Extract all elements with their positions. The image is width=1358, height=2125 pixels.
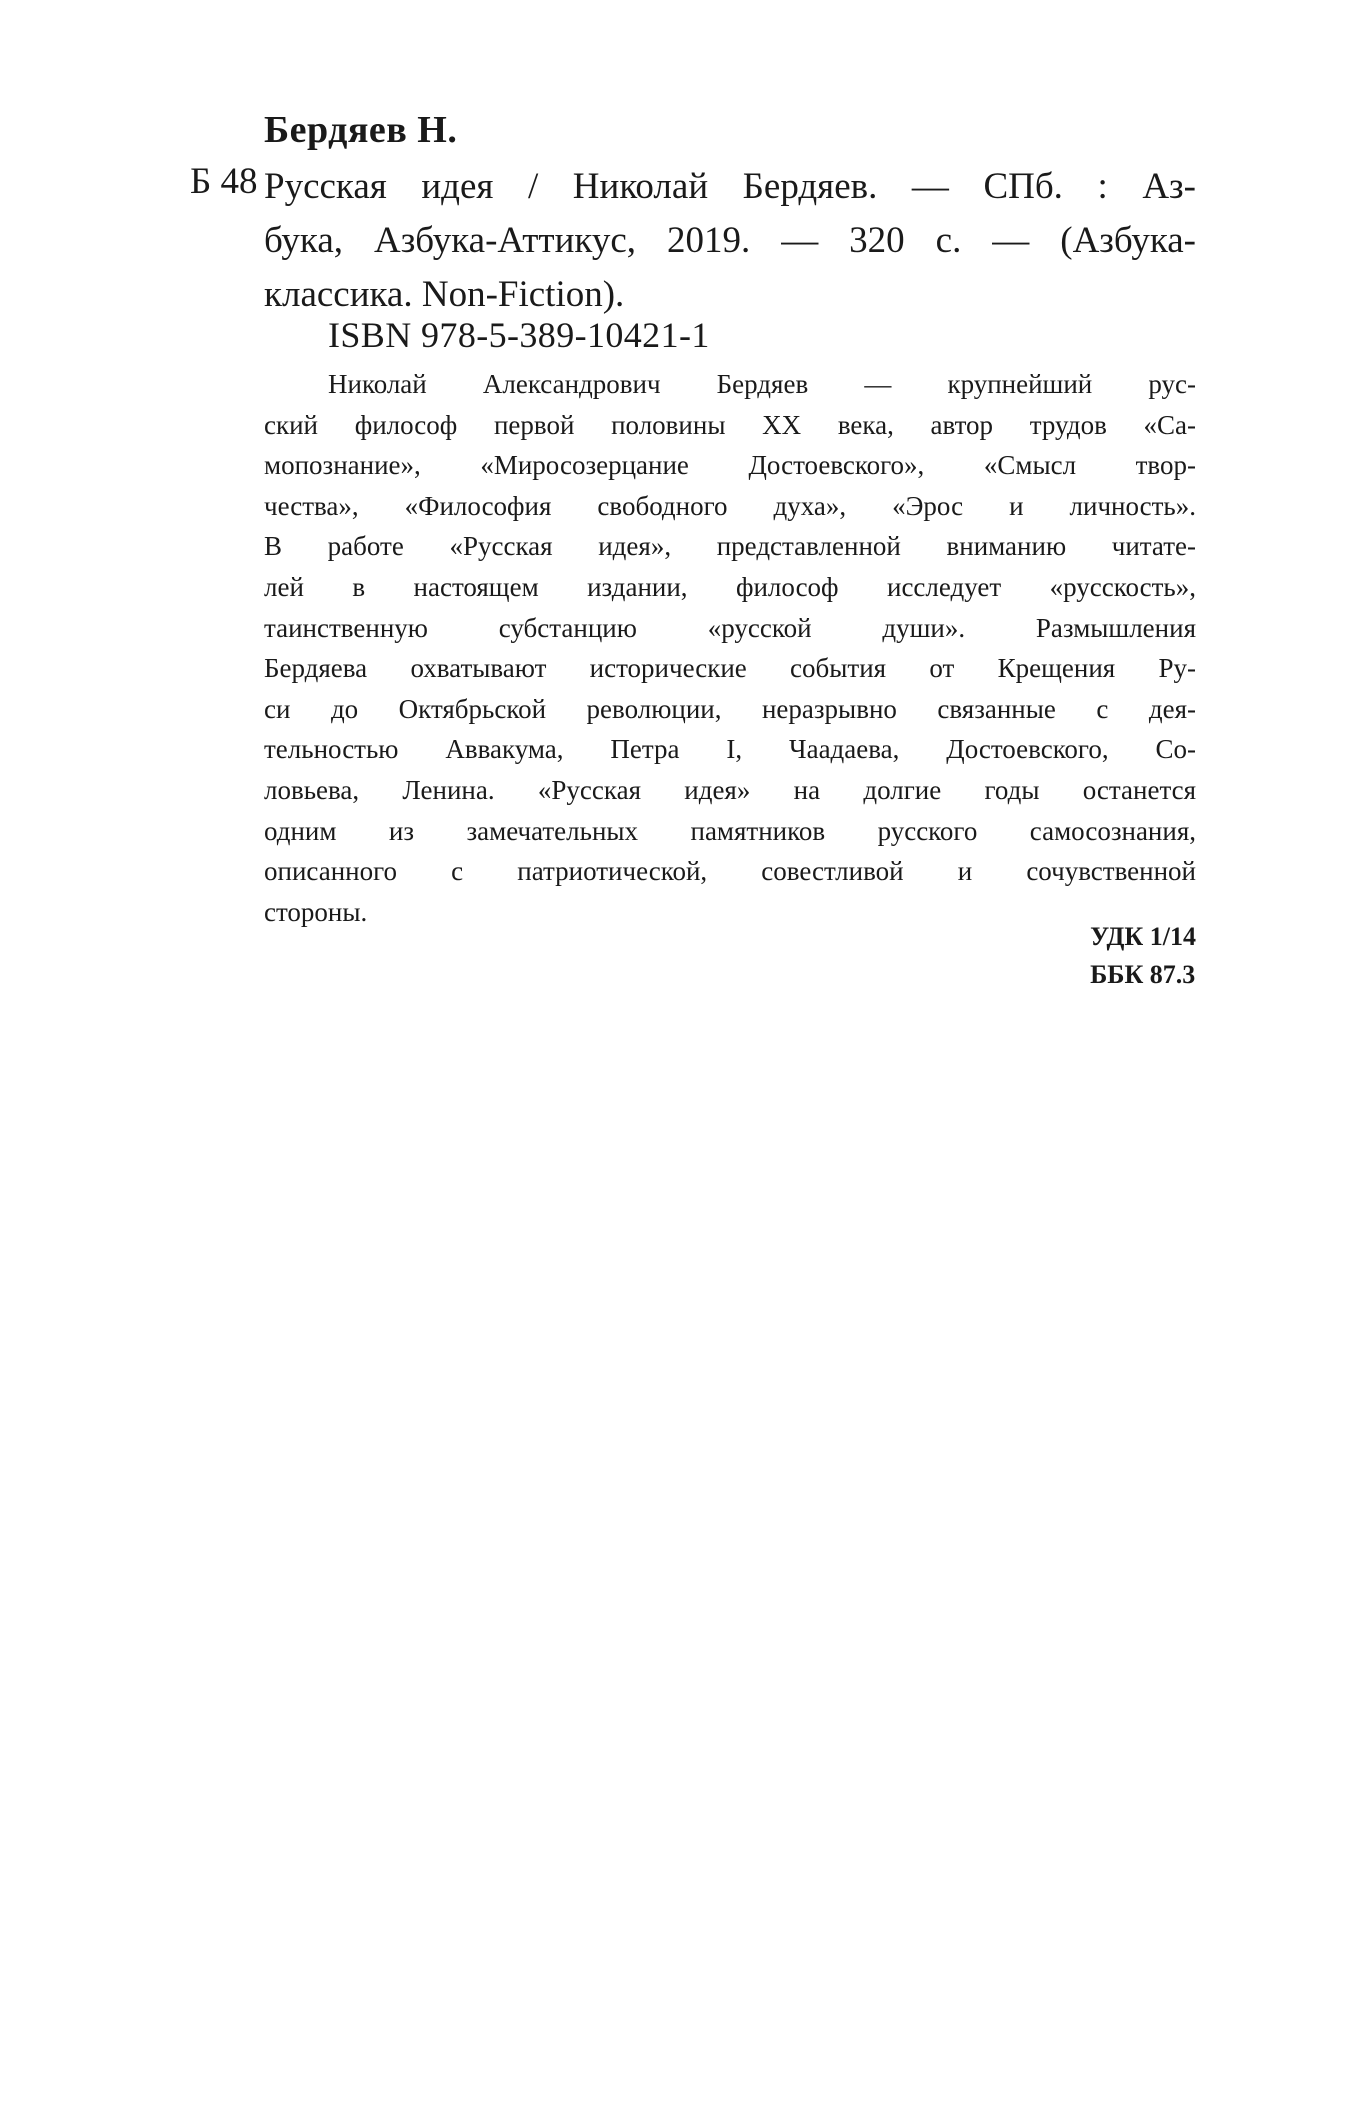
- annotation-line: ский философ первой половины XX века, автор трудов «Са-: [264, 409, 1196, 440]
- title-line: бука, Азбука-Аттикус, 2019. — 320 с. — (Азбука-: [264, 220, 1196, 261]
- annotation-line: чества», «Философия свободного духа», «Эрос и личность».: [264, 490, 1196, 521]
- library-code: Б 48: [190, 161, 258, 202]
- udk-code: УДК 1/14: [1090, 922, 1196, 951]
- annotation-line: стороны.: [264, 896, 368, 927]
- title-line: классика. Non-Fiction).: [264, 274, 625, 315]
- isbn-number: ISBN 978-5-389-10421-1: [328, 315, 710, 355]
- annotation-line: одним из замечательных памятников русского самосознания,: [264, 815, 1196, 846]
- annotation-line: Николай Александрович Бердяев — крупнейший рус-: [328, 369, 1196, 399]
- classification-codes: [1090, 918, 1196, 994]
- annotation-paragraph: [264, 364, 1196, 932]
- annotation-line: си до Октябрьской революции, неразрывно связанные с дея-: [264, 693, 1196, 724]
- annotation-line: мопознание», «Миросозерцание Достоевского», «Смысл твор-: [264, 450, 1196, 481]
- annotation-line: тельностью Аввакума, Петра I, Чаадаева, Достоевского, Со-: [264, 734, 1196, 765]
- annotation-line: Бердяева охватывают исторические события от Крещения Ру-: [264, 653, 1196, 684]
- bibliographic-description: [264, 160, 1196, 322]
- annotation-line: ловьева, Ленина. «Русская идея» на долгие годы останется: [264, 774, 1196, 805]
- annotation-line: описанного с патриотической, совестливой и сочувственной: [264, 856, 1196, 887]
- annotation-line: В работе «Русская идея», представленной вниманию читате-: [264, 531, 1196, 562]
- annotation-line: лей в настоящем издании, философ исследует «русскость»,: [264, 571, 1196, 602]
- bbk-code: ББК 87.3: [1090, 960, 1196, 989]
- annotation-line: таинственную субстанцию «русской души». Размышления: [264, 612, 1196, 643]
- title-line: Русская идея / Николай Бердяев. — СПб. : Аз-: [264, 166, 1196, 207]
- author-heading: Бердяев Н.: [264, 109, 458, 151]
